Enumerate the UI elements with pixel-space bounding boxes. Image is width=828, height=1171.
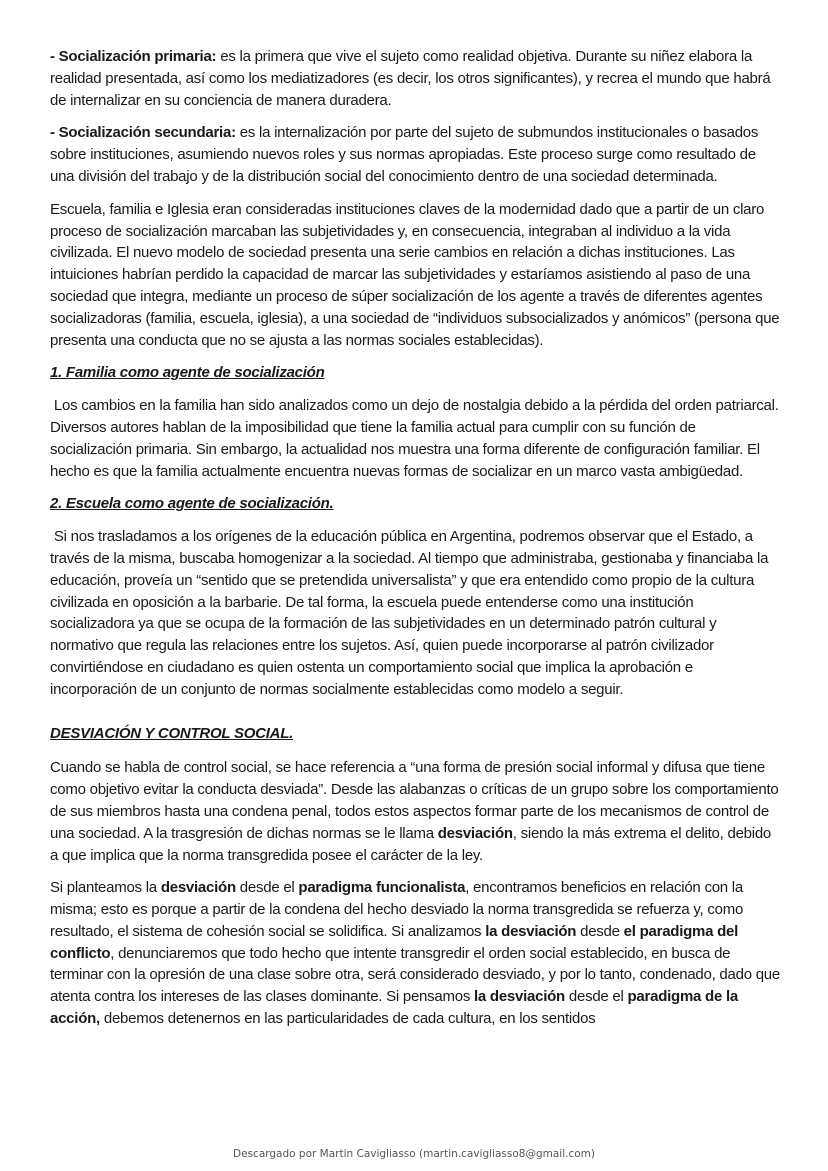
paragraph-social-control: Cuando se habla de control social, se hace referencia a “una forma de presión social informal y difusa que tiene como objetivo evitar la conducta desviada”. Desde las alabanzas o críticas de un grupo sobre los comportamiento de sus miembros hasta una condena penal, todos estos aspectos formar parte de los mecanismos de control de una sociedad. A la trasgresión de dichas normas se le llama desviación, siendo la más extrema el delito, debido a que implica que la norma transgredida posee el carácter de la ley. xyxy=(50,759,779,864)
term-primary-socialization: - Socialización primaria: xyxy=(50,48,217,65)
heading-family: 1. Familia como agente de socialización xyxy=(50,364,325,382)
heading-school: 2. Escuela como agente de socialización. xyxy=(50,495,334,513)
paragraph-primary-socialization: - Socialización primaria: es la primera que vive el sujeto como realidad objetiva. Durante su niñez elabora la realidad presentada, así como los mediatizadores (es decir, los otros significantes), y recrea el mundo que habrá de internalizar en su conciencia de manera duradera. xyxy=(50,48,771,109)
document-page xyxy=(50,46,780,1041)
heading-deviation-social-control: DESVIACIÓN Y CONTROL SOCIAL. xyxy=(50,724,294,742)
paragraph-family: Los cambios en la familia han sido analizados como un dejo de nostalgia debido a la pérdida del orden patriarcal. Diversos autores hablan de la imposibilidad que tiene la familia actual para cumplir con su función de socialización primaria. Sin embargo, la actualidad nos muestra una forma diferente de configuración familiar. El hecho es que la familia actualmente encuentra nuevas formas de socializar en un marco vasta ambigüedad. xyxy=(50,397,779,480)
term-secondary-socialization: - Socialización secundaria: xyxy=(50,124,236,142)
paragraph-deviation-paradigms: Si planteamos la desviación desde el paradigma funcionalista, encontramos beneficios en relación con la misma; esto es porque a partir de la condena del hecho desviado la norma transgredida se refuerza y, como resultado, el sistema de cohesión social se solidifica. Si analizamos la desviación desde el paradigma del conflicto, denunciaremos que todo hecho que intente transgredir el orden social establecido, en busca de terminar con la opresión de una clase sobre otra, será considerado desviado, y por lo tanto, condenado, dado que atenta contra los intereses de las clases dominante. Si pensamos la desviación desde el paradigma de la acción, debemos detenernos en las particularidades de cada cultura, en los sentidos xyxy=(50,879,780,1028)
download-footer: Descargado por Martin Cavigliasso (martin.cavigliasso8@gmail.com) xyxy=(233,1148,595,1160)
paragraph-school: Si nos trasladamos a los orígenes de la educación pública en Argentina, podremos observar que el Estado, a través de la misma, buscaba homogenizar a la sociedad. Al tiempo que administraba, gestionaba y financiaba la educación, proveía un “sentido que se pretendida universalista” y que era entendido como propio de la cultura civilizada en oposición a la barbarie. De tal forma, la escuela puede entenderse como una institución socializadora ya que se ocupa de la formación de las subjetividades en un determinado patrón cultural y normativo que regula las relaciones entre los sujetos. Así, quien puede incorporarse al patrón civilizador convirtiéndose en ciudadano es quien ostenta un comportamiento social que implica la aprobación e incorporación de un conjunto de normas socialmente establecidas como modelo a seguir. xyxy=(50,528,769,698)
paragraph-institutions: Escuela, familia e Iglesia eran consideradas instituciones claves de la modernidad dado que a partir de un claro proceso de socialización marcaban las subjetividades y, en consecuencia, integraban al individuo a la vida civilizada. El nuevo modelo de sociedad presenta una serie cambios en relación a dichas instituciones. Las intuiciones habrían perdido la capacidad de marcar las subjetividades y estaríamos asistiendo al paso de una sociedad que integra, mediante un proceso de súper socialización de los agente a través de diferentes agentes socializadoras (familia, escuela, iglesia), a una sociedad de “individuos subsocializados y anómicos” (persona que presenta una conducta que no se ajusta a las normas sociales establecidas). xyxy=(50,200,780,349)
paragraph-secondary-socialization: - Socialización secundaria: es la internalización por parte del sujeto de submundos institucionales o basados sobre instituciones, asumiendo nuevos roles y sus normas apropiadas. Este proceso surge como resultado de una división del trabajo y de la distribución social del conocimiento dentro de una sociedad determinada. xyxy=(50,124,759,185)
